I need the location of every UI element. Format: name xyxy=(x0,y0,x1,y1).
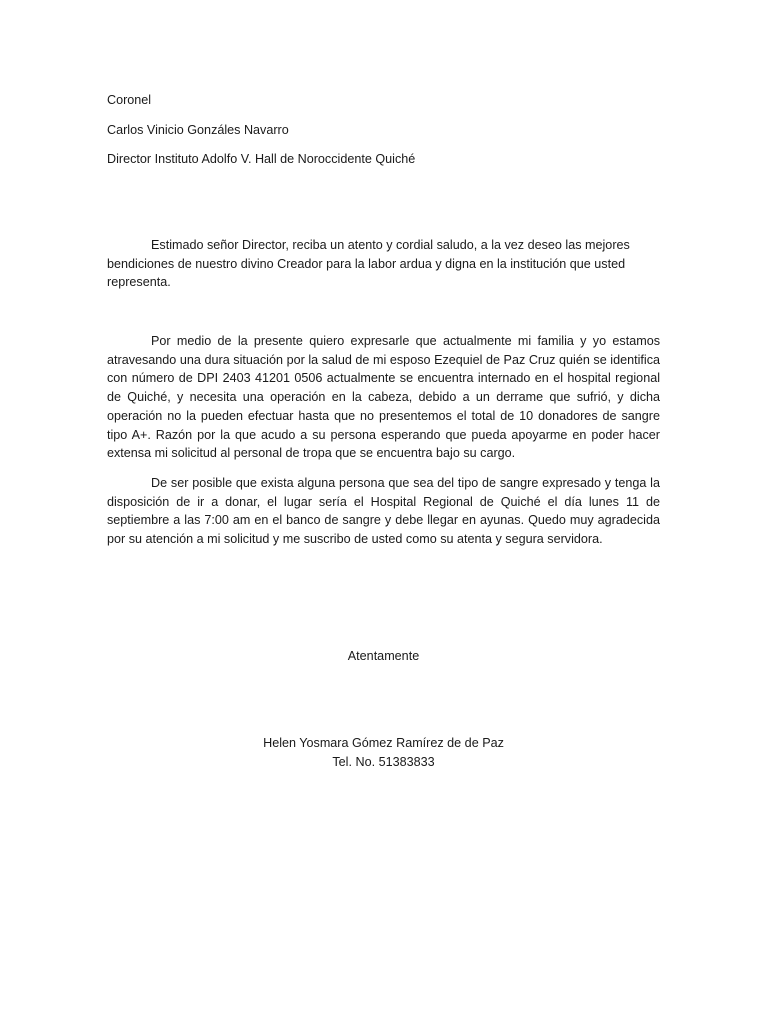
recipient-position: Director Instituto Adolfo V. Hall de Noroccidente Quiché xyxy=(107,152,416,166)
signer-phone: Tel. No. 51383833 xyxy=(332,755,435,769)
recipient-rank: Coronel xyxy=(107,93,152,107)
signer-name: Helen Yosmara Gómez Ramírez de de Paz xyxy=(263,736,504,750)
recipient-name: Carlos Vinicio Gonzáles Navarro xyxy=(107,123,289,137)
closing-salutation: Atentamente xyxy=(347,649,420,663)
greeting-paragraph: Estimado señor Director, reciba un atento y cordial saludo, a la vez deseo las mejores bendiciones de nuestro divino Creador para la labor ardua y digna en la institución que usted representa. xyxy=(107,238,630,290)
details-paragraph: De ser posible que exista alguna persona que sea del tipo de sangre expresado y tenga la disposición de ir a donar, el lugar sería el Hospital Regional de Quiché el día lunes 11 de septiembre a las 7:00 am en el banco de sangre y debe llegar en ayunas. Quedo muy agradecida por su atención a mi solicitud y me suscribo de usted como su atenta y segura servidora. xyxy=(107,476,660,547)
request-paragraph: Por medio de la presente quiero expresarle que actualmente mi familia y yo estamos atravesando una dura situación por la salud de mi esposo Ezequiel de Paz Cruz quién se identifica con número de DPI 2403 41201 0506 actualmente se encuentra internado en el hospital regional de Quiché, y necesita una operación en la cabeza, debido a un derrame que sufrió, y dicha operación no la pueden efectuar hasta que no presentemos el total de 10 donadores de sangre tipo A+. Razón por la que acudo a su persona esperando que pueda apoyarme en poder hacer extensa mi solicitud al personal de tropa que se encuentra bajo su cargo. xyxy=(107,334,660,461)
